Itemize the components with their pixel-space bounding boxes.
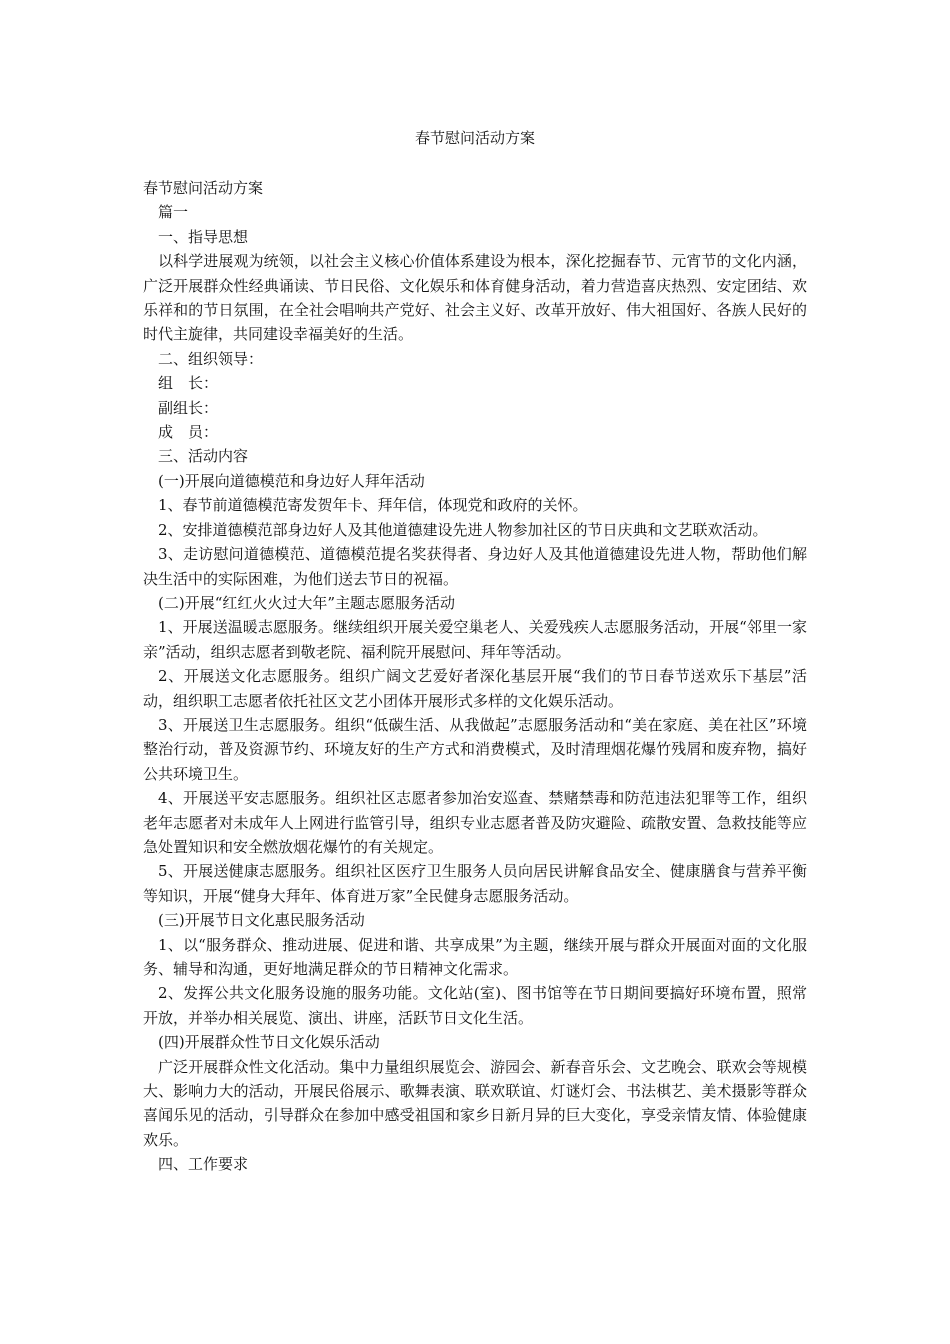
paragraph: 4、开展送平安志愿服务。组织社区志愿者参加治安巡查、禁赌禁毒和防范违法犯罪等工作，组织老年志愿者对未成年人上网进行监管引导，组织专业志愿者普及防灾避险、疏散安置、急救技能等应急处置知识和安全燃放烟花爆竹的有关规定。 <box>143 789 807 856</box>
paragraph: 成 员： <box>158 423 219 442</box>
paragraph: 1、开展送温暖志愿服务。继续组织开展关爱空巢老人、关爱残疾人志愿服务活动，开展“邻里一家亲”活动，组织志愿者到敬老院、福利院开展慰问、拜年等活动。 <box>143 618 807 661</box>
paragraph: (三)开展节日文化惠民服务活动 <box>158 911 365 930</box>
paragraph: 组 长： <box>158 374 219 393</box>
paragraph: 以科学进展观为统领，以社会主义核心价值体系建设为根本，深化挖掘春节、元宵节的文化内涵，广泛开展群众性经典诵读、节日民俗、文化娱乐和体育健身活动，着力营造喜庆热烈、安定团结、欢乐祥和的节日氛围，在全社会唱响共产党好、社会主义好、改革开放好、伟大祖国好、各族人民好的时代主旋律，共同建设幸福美好的生活。 <box>143 252 807 344</box>
paragraph: 1、春节前道德模范寄发贺年卡、拜年信，体现党和政府的关怀。 <box>158 496 588 515</box>
paragraph: 2、发挥公共文化服务设施的服务功能。文化站(室)、图书馆等在节日期间要搞好环境布置，照常开放，并举办相关展览、演出、讲座，活跃节日文化生活。 <box>143 984 807 1027</box>
page-title: 春节慰问活动方案 <box>414 129 535 147</box>
paragraph: (二)开展“红红火火过大年”主题志愿服务活动 <box>158 593 456 612</box>
paragraph: 广泛开展群众性文化活动。集中力量组织展览会、游园会、新春音乐会、文艺晚会、联欢会等规模大、影响力大的活动，开展民俗展示、歌舞表演、联欢联谊、灯谜灯会、书法棋艺、美术摄影等群众喜闻乐见的活动，引导群众在参加中感受祖国和家乡日新月异的巨大变化，享受亲情友情、体验健康欢乐。 <box>143 1057 807 1149</box>
paragraph: 篇一 <box>158 203 189 222</box>
paragraph: 2、开展送文化志愿服务。组织广阔文艺爱好者深化基层开展“我们的节日春节送欢乐下基层”活动，组织职工志愿者依托社区文艺小团体开展形式多样的文化娱乐活动。 <box>143 667 807 710</box>
document-body <box>143 176 807 1177</box>
paragraph: 二、组织领导： <box>158 349 264 368</box>
paragraph: 3、走访慰问道德模范、道德模范提名奖获得者、身边好人及其他道德建设先进人物，帮助他们解决生活中的实际困难，为他们送去节日的祝福。 <box>143 545 807 588</box>
paragraph: 春节慰问活动方案 <box>143 179 264 197</box>
paragraph: 3、开展送卫生志愿服务。组织“低碳生活、从我做起”志愿服务活动和“美在家庭、美在社区”环境整治行动，普及资源节约、环境友好的生产方式和消费模式，及时清理烟花爆竹残屑和废弃物，搞好公共环境卫生。 <box>143 715 807 783</box>
paragraph: 2、安排道德模范部身边好人及其他道德建设先进人物参加社区的节日庆典和文艺联欢活动。 <box>158 520 768 539</box>
paragraph: (一)开展向道德模范和身边好人拜年活动 <box>158 471 425 490</box>
paragraph: 副组长： <box>158 398 219 417</box>
paragraph: 一、指导思想 <box>158 227 249 246</box>
paragraph: 三、活动内容 <box>158 447 249 466</box>
paragraph: 四、工作要求 <box>158 1155 249 1174</box>
paragraph: 1、以“服务群众、推动进展、促进和谐、共享成果”为主题，继续开展与群众开展面对面的文化服务、辅导和沟通，更好地满足群众的节日精神文化需求。 <box>143 935 807 978</box>
paragraph: (四)开展群众性节日文化娱乐活动 <box>158 1033 380 1052</box>
paragraph: 5、开展送健康志愿服务。组织社区医疗卫生服务人员向居民讲解食品安全、健康膳食与营养平衡等知识，开展“健身大拜年、体育进万家”全民健身志愿服务活动。 <box>143 862 807 905</box>
